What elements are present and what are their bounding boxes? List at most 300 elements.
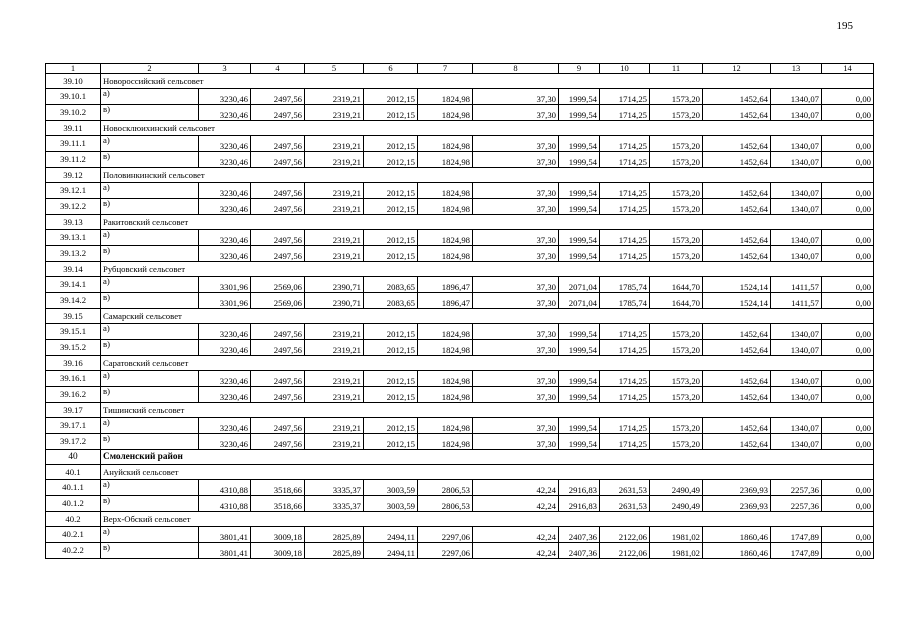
table-cell: 42,24 — [473, 543, 559, 559]
row-code: 39.16 — [46, 356, 101, 371]
table-cell: 1573,20 — [650, 152, 703, 168]
table-cell: 1452,64 — [703, 89, 771, 105]
table-cell: 1999,54 — [559, 105, 600, 121]
table-cell: 2916,83 — [559, 480, 600, 496]
table-cell: 2497,56 — [251, 199, 305, 215]
table-cell: 2083,65 — [364, 277, 418, 293]
table-row — [46, 496, 874, 512]
table-cell: 2012,15 — [364, 324, 418, 340]
column-header: 14 — [822, 64, 874, 74]
table-cell: 37,30 — [473, 105, 559, 121]
table-cell: 2497,56 — [251, 246, 305, 262]
table-cell: 3801,41 — [199, 527, 251, 543]
row-label: в) — [101, 496, 199, 512]
section-title: Верх-Обский сельсовет — [101, 512, 874, 527]
table-cell: 1747,89 — [771, 543, 822, 559]
table-cell: 37,30 — [473, 434, 559, 450]
table-cell: 37,30 — [473, 89, 559, 105]
table-cell: 2071,04 — [559, 293, 600, 309]
table-cell: 1747,89 — [771, 527, 822, 543]
header-row — [46, 64, 874, 74]
table-cell: 1644,70 — [650, 277, 703, 293]
table-cell: 1573,20 — [650, 387, 703, 403]
table-cell: 1860,46 — [703, 527, 771, 543]
table-row — [46, 543, 874, 559]
row-code: 39.13.2 — [46, 246, 101, 262]
table-cell: 0,00 — [822, 246, 874, 262]
row-code: 39.10.1 — [46, 89, 101, 105]
table-cell: 37,30 — [473, 136, 559, 152]
row-code: 39.13 — [46, 215, 101, 230]
section-row — [46, 309, 874, 324]
table-row — [46, 387, 874, 403]
row-code: 39.11 — [46, 121, 101, 136]
table-cell: 37,30 — [473, 230, 559, 246]
table-cell: 1524,14 — [703, 277, 771, 293]
table-cell: 2012,15 — [364, 105, 418, 121]
table-cell: 37,30 — [473, 418, 559, 434]
table-cell: 3230,46 — [199, 89, 251, 105]
row-label: в) — [101, 105, 199, 121]
table-cell: 0,00 — [822, 277, 874, 293]
table-cell: 1340,07 — [771, 183, 822, 199]
column-header: 10 — [600, 64, 650, 74]
table-cell: 1644,70 — [650, 293, 703, 309]
table-cell: 1999,54 — [559, 387, 600, 403]
table-cell: 1824,98 — [418, 324, 473, 340]
table-cell: 2319,21 — [305, 418, 364, 434]
section-title: Рубцовский сельсовет — [101, 262, 874, 277]
table-cell: 2490,49 — [650, 496, 703, 512]
table-cell: 1714,25 — [600, 418, 650, 434]
table-cell: 0,00 — [822, 230, 874, 246]
table-cell: 2916,83 — [559, 496, 600, 512]
column-header: 5 — [305, 64, 364, 74]
table-cell: 2497,56 — [251, 340, 305, 356]
table-cell: 2012,15 — [364, 340, 418, 356]
table-cell: 3230,46 — [199, 340, 251, 356]
table-cell: 1714,25 — [600, 199, 650, 215]
table-cell: 1896,47 — [418, 277, 473, 293]
table-body — [46, 64, 874, 559]
table-cell: 2497,56 — [251, 183, 305, 199]
row-label: а) — [101, 89, 199, 105]
row-code: 40.2 — [46, 512, 101, 527]
section-row — [46, 74, 874, 89]
table-cell: 2297,06 — [418, 543, 473, 559]
row-code: 39.14.1 — [46, 277, 101, 293]
table-row — [46, 418, 874, 434]
table-cell: 2012,15 — [364, 387, 418, 403]
table-cell: 1714,25 — [600, 434, 650, 450]
row-label: в) — [101, 293, 199, 309]
district-row — [46, 450, 874, 465]
table-cell: 3009,18 — [251, 527, 305, 543]
row-label: а) — [101, 277, 199, 293]
section-title: Новороссийский сельсовет — [101, 74, 874, 89]
table-cell: 1573,20 — [650, 246, 703, 262]
row-code: 40 — [46, 450, 101, 465]
table-cell: 3230,46 — [199, 152, 251, 168]
table-cell: 1573,20 — [650, 371, 703, 387]
column-header: 3 — [199, 64, 251, 74]
table-cell: 2497,56 — [251, 89, 305, 105]
table-cell: 2390,71 — [305, 293, 364, 309]
table-cell: 1573,20 — [650, 324, 703, 340]
table-cell: 1340,07 — [771, 387, 822, 403]
table-cell: 1573,20 — [650, 199, 703, 215]
table-cell: 1824,98 — [418, 105, 473, 121]
table-cell: 2369,93 — [703, 480, 771, 496]
table-cell: 1714,25 — [600, 136, 650, 152]
row-code: 39.12.1 — [46, 183, 101, 199]
table-cell: 37,30 — [473, 371, 559, 387]
table-cell: 1999,54 — [559, 230, 600, 246]
table-cell: 37,30 — [473, 183, 559, 199]
table-cell: 2012,15 — [364, 246, 418, 262]
table-cell: 1824,98 — [418, 340, 473, 356]
table-cell: 1714,25 — [600, 230, 650, 246]
table-cell: 3230,46 — [199, 183, 251, 199]
section-title: Тишинский сельсовет — [101, 403, 874, 418]
section-title: Половинкинский сельсовет — [101, 168, 874, 183]
table-cell: 2319,21 — [305, 152, 364, 168]
table-cell: 2012,15 — [364, 418, 418, 434]
table-cell: 1714,25 — [600, 387, 650, 403]
section-row — [46, 512, 874, 527]
table-cell: 2497,56 — [251, 324, 305, 340]
column-header: 4 — [251, 64, 305, 74]
table-cell: 0,00 — [822, 293, 874, 309]
row-code: 40.1.2 — [46, 496, 101, 512]
table-cell: 2012,15 — [364, 230, 418, 246]
table-cell: 2497,56 — [251, 230, 305, 246]
table-cell: 2012,15 — [364, 199, 418, 215]
table-cell: 1999,54 — [559, 183, 600, 199]
table-cell: 37,30 — [473, 387, 559, 403]
table-cell: 1340,07 — [771, 324, 822, 340]
row-code: 40.1 — [46, 465, 101, 480]
table-cell: 4310,88 — [199, 496, 251, 512]
row-code: 39.17 — [46, 403, 101, 418]
table-cell: 3230,46 — [199, 371, 251, 387]
table-cell: 1340,07 — [771, 371, 822, 387]
table-row — [46, 199, 874, 215]
table-cell: 3230,46 — [199, 136, 251, 152]
table-cell: 1714,25 — [600, 324, 650, 340]
table-cell: 2257,36 — [771, 496, 822, 512]
table-cell: 1573,20 — [650, 418, 703, 434]
table-cell: 2407,36 — [559, 527, 600, 543]
table-cell: 1824,98 — [418, 199, 473, 215]
table-cell: 2319,21 — [305, 230, 364, 246]
table-cell: 42,24 — [473, 496, 559, 512]
table-cell: 2806,53 — [418, 480, 473, 496]
table-cell: 2319,21 — [305, 246, 364, 262]
table-cell: 1999,54 — [559, 418, 600, 434]
table-cell: 37,30 — [473, 277, 559, 293]
row-code: 39.17.2 — [46, 434, 101, 450]
table-cell: 1340,07 — [771, 105, 822, 121]
table-cell: 3301,96 — [199, 277, 251, 293]
table-cell: 1573,20 — [650, 136, 703, 152]
section-row — [46, 403, 874, 418]
row-label: в) — [101, 246, 199, 262]
row-code: 40.2.2 — [46, 543, 101, 559]
row-label: в) — [101, 543, 199, 559]
table-cell: 2012,15 — [364, 152, 418, 168]
table-cell: 2806,53 — [418, 496, 473, 512]
table-cell: 2497,56 — [251, 434, 305, 450]
table-cell: 42,24 — [473, 527, 559, 543]
row-label: а) — [101, 136, 199, 152]
table-cell: 37,30 — [473, 324, 559, 340]
table-cell: 0,00 — [822, 387, 874, 403]
table-cell: 1999,54 — [559, 324, 600, 340]
table-cell: 1573,20 — [650, 434, 703, 450]
table-cell: 3301,96 — [199, 293, 251, 309]
table-cell: 1714,25 — [600, 183, 650, 199]
table-cell: 1452,64 — [703, 324, 771, 340]
section-title: Смоленский район — [101, 450, 874, 465]
table-cell: 1714,25 — [600, 246, 650, 262]
section-title: Новосклюихинский сельсовет — [101, 121, 874, 136]
table-row — [46, 230, 874, 246]
table-cell: 2407,36 — [559, 543, 600, 559]
table-cell: 2319,21 — [305, 340, 364, 356]
table-cell: 1999,54 — [559, 340, 600, 356]
table-row — [46, 89, 874, 105]
table-cell: 1896,47 — [418, 293, 473, 309]
table-cell: 1452,64 — [703, 418, 771, 434]
table-cell: 1340,07 — [771, 136, 822, 152]
table-cell: 1785,74 — [600, 293, 650, 309]
table-cell: 37,30 — [473, 293, 559, 309]
column-header: 9 — [559, 64, 600, 74]
table-cell: 1411,57 — [771, 277, 822, 293]
table-cell: 1999,54 — [559, 89, 600, 105]
table-cell: 1340,07 — [771, 340, 822, 356]
table-cell: 0,00 — [822, 105, 874, 121]
table-cell: 2319,21 — [305, 199, 364, 215]
row-label: а) — [101, 527, 199, 543]
table-cell: 2490,49 — [650, 480, 703, 496]
table-cell: 1340,07 — [771, 89, 822, 105]
row-label: в) — [101, 387, 199, 403]
table-cell: 1981,02 — [650, 543, 703, 559]
table-cell: 2319,21 — [305, 324, 364, 340]
table-cell: 1824,98 — [418, 136, 473, 152]
table-cell: 0,00 — [822, 152, 874, 168]
table-cell: 1340,07 — [771, 199, 822, 215]
table-cell: 2122,06 — [600, 527, 650, 543]
table-cell: 3230,46 — [199, 246, 251, 262]
column-header: 7 — [418, 64, 473, 74]
table-cell: 2494,11 — [364, 543, 418, 559]
table-cell: 1824,98 — [418, 152, 473, 168]
table-cell: 1452,64 — [703, 152, 771, 168]
section-row — [46, 215, 874, 230]
table-cell: 2369,93 — [703, 496, 771, 512]
table-cell: 1452,64 — [703, 183, 771, 199]
row-code: 39.12 — [46, 168, 101, 183]
table-cell: 2257,36 — [771, 480, 822, 496]
row-code: 40.1.1 — [46, 480, 101, 496]
table-cell: 2569,06 — [251, 277, 305, 293]
table-cell: 4310,88 — [199, 480, 251, 496]
table-cell: 2071,04 — [559, 277, 600, 293]
table-cell: 2012,15 — [364, 136, 418, 152]
table-cell: 0,00 — [822, 324, 874, 340]
table-cell: 3230,46 — [199, 418, 251, 434]
table-cell: 2631,53 — [600, 480, 650, 496]
table-cell: 0,00 — [822, 434, 874, 450]
table-cell: 2497,56 — [251, 387, 305, 403]
table-cell: 2297,06 — [418, 527, 473, 543]
table-cell: 2569,06 — [251, 293, 305, 309]
table-cell: 1824,98 — [418, 89, 473, 105]
table-cell: 1714,25 — [600, 371, 650, 387]
row-code: 39.11.1 — [46, 136, 101, 152]
table-cell: 2494,11 — [364, 527, 418, 543]
table-cell: 37,30 — [473, 199, 559, 215]
table-cell: 3230,46 — [199, 199, 251, 215]
table-row — [46, 277, 874, 293]
table-row — [46, 324, 874, 340]
table-cell: 1714,25 — [600, 152, 650, 168]
column-header: 8 — [473, 64, 559, 74]
row-code: 39.14.2 — [46, 293, 101, 309]
table-cell: 2390,71 — [305, 277, 364, 293]
row-code: 39.14 — [46, 262, 101, 277]
table-cell: 1824,98 — [418, 183, 473, 199]
table-cell: 1452,64 — [703, 246, 771, 262]
section-row — [46, 465, 874, 480]
table-cell: 1340,07 — [771, 246, 822, 262]
table-cell: 2122,06 — [600, 543, 650, 559]
column-header: 13 — [771, 64, 822, 74]
table-cell: 1999,54 — [559, 199, 600, 215]
table-cell: 1340,07 — [771, 418, 822, 434]
section-row — [46, 121, 874, 136]
table-cell: 1573,20 — [650, 89, 703, 105]
table-cell: 1999,54 — [559, 371, 600, 387]
table-cell: 0,00 — [822, 527, 874, 543]
row-label: а) — [101, 183, 199, 199]
table-cell: 3003,59 — [364, 480, 418, 496]
row-code: 39.16.2 — [46, 387, 101, 403]
table-cell: 1824,98 — [418, 434, 473, 450]
table-cell: 2319,21 — [305, 387, 364, 403]
table-cell: 0,00 — [822, 89, 874, 105]
table-cell: 3009,18 — [251, 543, 305, 559]
table-cell: 1824,98 — [418, 371, 473, 387]
table-cell: 3335,37 — [305, 496, 364, 512]
table-cell: 1573,20 — [650, 340, 703, 356]
table-row — [46, 136, 874, 152]
column-header: 1 — [46, 64, 101, 74]
table-cell: 2012,15 — [364, 434, 418, 450]
table-cell: 1573,20 — [650, 183, 703, 199]
row-label: в) — [101, 340, 199, 356]
table-cell: 2083,65 — [364, 293, 418, 309]
table-cell: 3801,41 — [199, 543, 251, 559]
table-row — [46, 340, 874, 356]
table-cell: 37,30 — [473, 152, 559, 168]
row-label: в) — [101, 152, 199, 168]
table-row — [46, 480, 874, 496]
table-cell: 1340,07 — [771, 434, 822, 450]
table-cell: 0,00 — [822, 183, 874, 199]
table-cell: 1452,64 — [703, 105, 771, 121]
row-code: 39.10.2 — [46, 105, 101, 121]
table-cell: 1714,25 — [600, 340, 650, 356]
table-cell: 1452,64 — [703, 387, 771, 403]
row-code: 39.13.1 — [46, 230, 101, 246]
table-cell: 1824,98 — [418, 246, 473, 262]
section-title: Ануйский сельсовет — [101, 465, 874, 480]
row-code: 40.2.1 — [46, 527, 101, 543]
section-row — [46, 168, 874, 183]
table-cell: 1824,98 — [418, 230, 473, 246]
row-code: 39.11.2 — [46, 152, 101, 168]
table-cell: 1411,57 — [771, 293, 822, 309]
row-code: 39.17.1 — [46, 418, 101, 434]
table-row — [46, 527, 874, 543]
table-cell: 2497,56 — [251, 371, 305, 387]
table-cell: 2497,56 — [251, 152, 305, 168]
table-cell: 2012,15 — [364, 371, 418, 387]
table-cell: 3335,37 — [305, 480, 364, 496]
table-cell: 1452,64 — [703, 199, 771, 215]
row-label: а) — [101, 480, 199, 496]
table-cell: 1452,64 — [703, 371, 771, 387]
table-cell: 1824,98 — [418, 418, 473, 434]
row-label: в) — [101, 199, 199, 215]
table-cell: 1573,20 — [650, 105, 703, 121]
table-row — [46, 183, 874, 199]
table-cell: 2497,56 — [251, 105, 305, 121]
table-cell: 1785,74 — [600, 277, 650, 293]
table-cell: 3230,46 — [199, 387, 251, 403]
row-label: а) — [101, 324, 199, 340]
row-label: в) — [101, 434, 199, 450]
table-cell: 2825,89 — [305, 543, 364, 559]
table-cell: 0,00 — [822, 543, 874, 559]
column-header: 2 — [101, 64, 199, 74]
table-row — [46, 293, 874, 309]
table-cell: 3518,66 — [251, 496, 305, 512]
row-label: а) — [101, 418, 199, 434]
table-cell: 1452,64 — [703, 230, 771, 246]
table-cell: 1340,07 — [771, 152, 822, 168]
table-cell: 37,30 — [473, 340, 559, 356]
table-cell: 0,00 — [822, 496, 874, 512]
table-cell: 0,00 — [822, 371, 874, 387]
table-cell: 1452,64 — [703, 136, 771, 152]
table-row — [46, 105, 874, 121]
table-row — [46, 246, 874, 262]
table-cell: 1999,54 — [559, 246, 600, 262]
table-cell: 1824,98 — [418, 387, 473, 403]
row-code: 39.12.2 — [46, 199, 101, 215]
table-row — [46, 152, 874, 168]
row-code: 39.16.1 — [46, 371, 101, 387]
section-title: Самарский сельсовет — [101, 309, 874, 324]
table-row — [46, 371, 874, 387]
table-cell: 37,30 — [473, 246, 559, 262]
table-row — [46, 434, 874, 450]
